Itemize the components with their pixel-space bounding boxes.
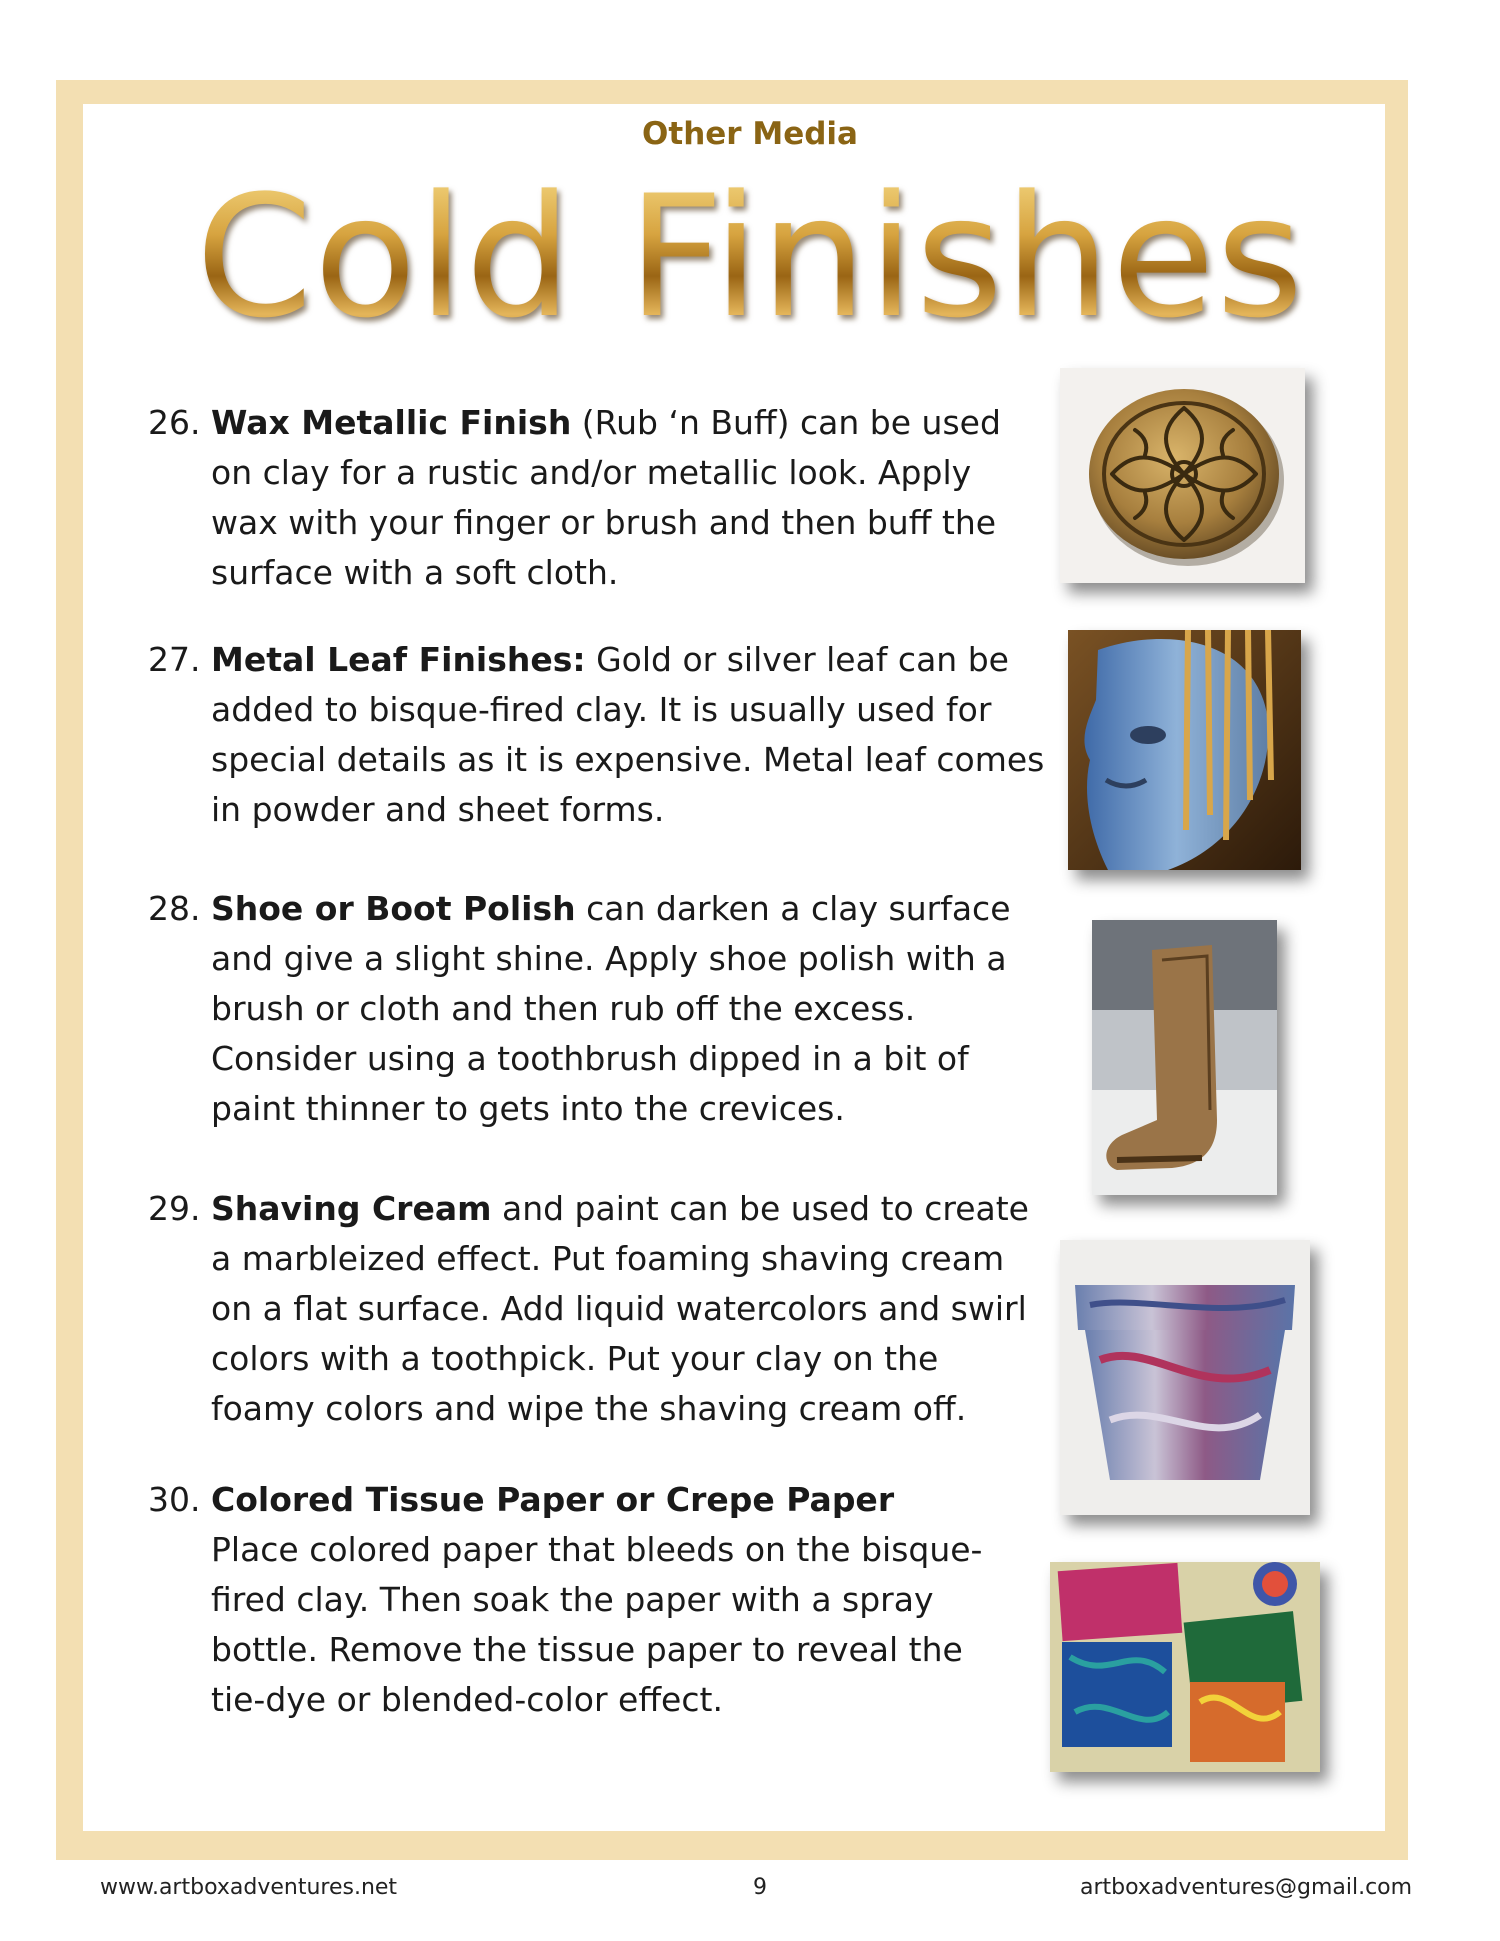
item-number: 27.: [148, 640, 201, 679]
medallion-image: [1060, 368, 1305, 583]
medallion-photo: [1060, 368, 1305, 583]
item-text: [211, 1475, 1051, 1725]
face-sculpture-image: [1068, 630, 1301, 870]
page-title: Cold Finishes: [0, 162, 1500, 352]
footer-website: www.artboxadventures.net: [100, 1875, 398, 1900]
marbled-pot-image: [1060, 1240, 1310, 1515]
item-text: [211, 398, 1051, 598]
tissue-paper-tiles-image: [1050, 1562, 1320, 1772]
boot-photo: [1092, 920, 1277, 1195]
boot-sculpture-image: [1092, 920, 1277, 1195]
item-description: Gold or silver leaf can be added to bisque-fired clay. It is usually used for special details as it is expensive. Metal leaf comes in powder and sheet forms.: [211, 640, 1045, 829]
item-description: Place colored paper that bleeds on the bisque- fired clay. Then soak the paper with a spray bottle. Remove the tissue paper to reveal the tie-dye or blended-color effect.: [211, 1530, 983, 1719]
item-heading: Wax Metallic Finish: [211, 403, 572, 442]
item-number: 26.: [148, 403, 201, 442]
item-heading: Metal Leaf Finishes:: [211, 640, 586, 679]
footer-page-number: 9: [753, 1875, 767, 1900]
item-text: [211, 635, 1051, 835]
item-number: 30.: [148, 1480, 201, 1519]
item-heading: Shaving Cream: [211, 1189, 492, 1228]
item-text: [211, 884, 1051, 1134]
item-heading: Shoe or Boot Polish: [211, 889, 576, 928]
item-description: and paint can be used to create a marbleized effect. Put foaming shaving cream on a flat surface. Add liquid watercolors and swirl colors with a toothpick. Put your clay on the foamy colors and wipe the shaving cream off.: [211, 1189, 1029, 1428]
item-number: 29.: [148, 1189, 201, 1228]
footer-email: artboxadventures@gmail.com: [1080, 1875, 1413, 1900]
tissue-paper-photo: [1050, 1562, 1320, 1772]
section-heading: Other Media: [642, 116, 858, 152]
item-number: 28.: [148, 889, 201, 928]
item-description: can darken a clay surface and give a slight shine. Apply shoe polish with a brush or cloth and then rub off the excess. Consider using a toothbrush dipped in a bit of paint thinner to gets into the crevices.: [211, 889, 1011, 1128]
item-description: (Rub ‘n Buff) can be used on clay for a rustic and/or metallic look. Apply wax with your finger or brush and then buff the surface with a soft cloth.: [211, 403, 1001, 592]
gold-leaf-face-photo: [1068, 630, 1301, 870]
item-text: [211, 1184, 1051, 1434]
item-heading: Colored Tissue Paper or Crepe Paper: [211, 1480, 895, 1519]
marbled-pot-photo: [1060, 1240, 1310, 1515]
